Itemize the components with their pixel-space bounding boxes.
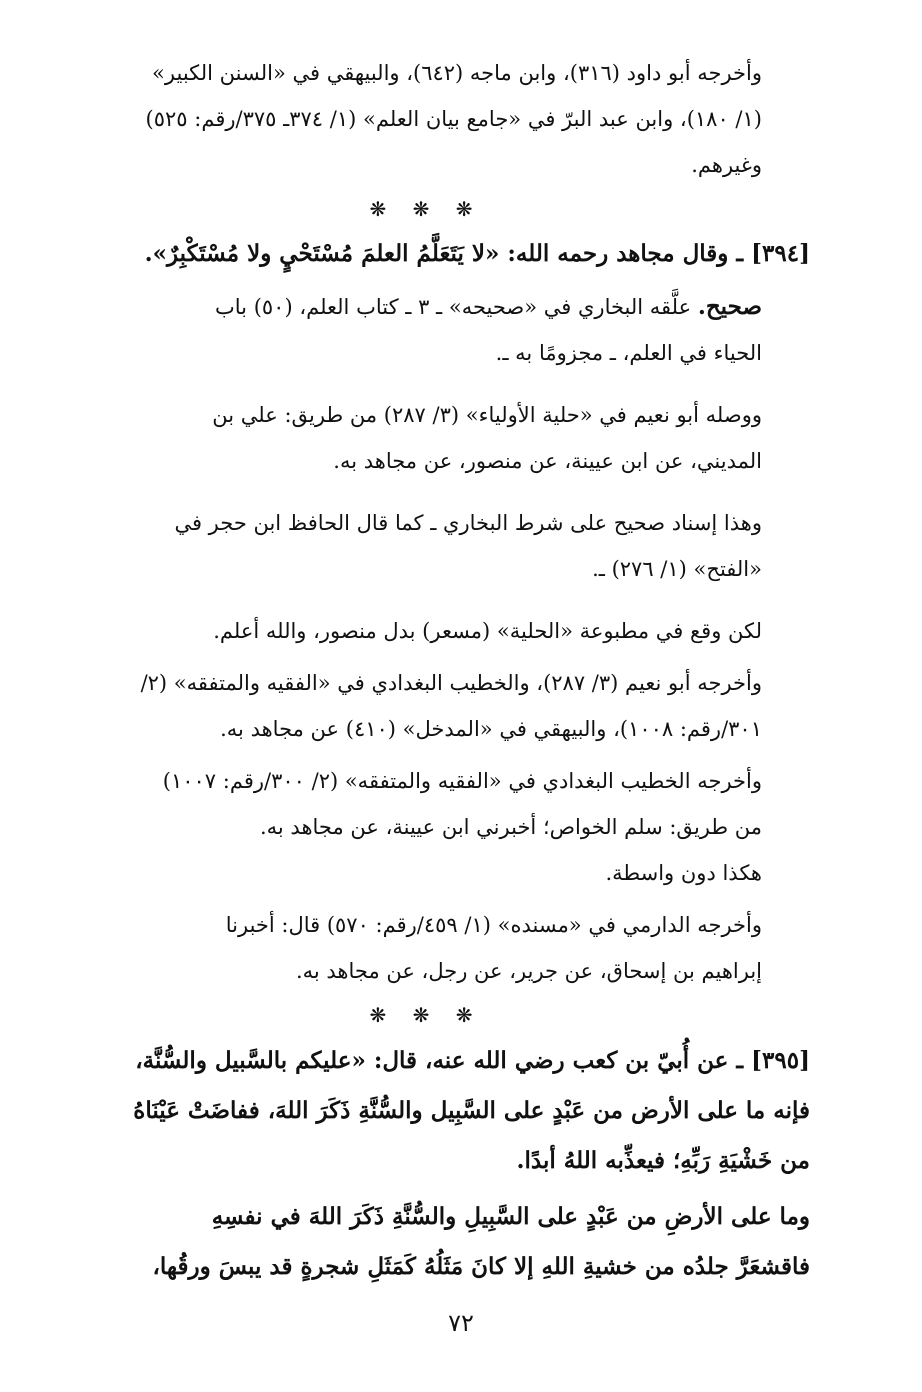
- text-line: وأخرجه أبو نعيم (٣/ ٢٨٧)، والخطيب البغدادي في «الفقيه والمتفقه» (٢/: [140, 671, 762, 695]
- text-line: وأخرجه الدارمي في «مسنده» (١/ ٤٥٩/رقم: ٥٧٠) قال: أخبرنا: [225, 913, 762, 937]
- text-line: هكذا دون واسطة.: [605, 861, 762, 885]
- grade-text: علَّقه البخاري في «صحيحه» ـ ٣ ـ كتاب العلم، (٥٠) باب: [215, 295, 692, 319]
- section-separator: ❋ ❋ ❋: [369, 197, 483, 221]
- grade-label: صحيح.: [697, 293, 762, 320]
- text-line: [42, 284, 810, 330]
- paragraph-remark: [42, 850, 810, 896]
- text-line: وهذا إسناد صحيح على شرط البخاري ـ كما قال الحافظ ابن حجر في: [174, 511, 762, 535]
- text-line: وأخرجه الخطيب البغدادي في «الفقيه والمتفقه» (٢/ ٣٠٠/رقم: ١٠٠٧): [162, 769, 762, 793]
- athar-395-heading: [42, 1036, 810, 1186]
- text-line: الحياء في العلم، ـ مجزومًا به ـ.: [495, 341, 762, 365]
- paragraph-takhrij-4: [42, 902, 810, 994]
- page-number: ٧٢: [448, 1309, 474, 1337]
- paragraph-grading: [42, 284, 810, 376]
- paragraph-isnad: [42, 500, 810, 592]
- page-body: [42, 50, 810, 1292]
- text-line: إبراهيم بن إسحاق، عن جرير، عن رجل، عن مجاهد به.: [295, 959, 762, 983]
- text-line: [٣٩٥] ـ عن أُبيّ بن كعب رضي الله عنه، قال: «عليكم بالسَّبيل والسُّنَّة،: [135, 1047, 810, 1074]
- paragraph-takhrij-3: [42, 758, 810, 850]
- paragraph-takhrij-1: [42, 50, 810, 188]
- paragraph-takhrij-2: [42, 660, 810, 752]
- text-line: ٣٠١/رقم: ١٠٠٨)، والبيهقي في «المدخل» (٤١٠) عن مجاهد به.: [220, 717, 762, 741]
- text-line: من خَشْيَةِ رَبِّهِ؛ فيعذِّبه اللهُ أبدًا.: [516, 1147, 810, 1174]
- text-line: وغيرهم.: [691, 153, 762, 177]
- text-line: فإنه ما على الأرض من عَبْدٍ على السَّبِيل والسُّنَّةِ ذَكَرَ اللهَ، ففاضَتْ عَيْنَاهُ: [133, 1097, 810, 1124]
- section-separator: ❋ ❋ ❋: [369, 1003, 483, 1027]
- text-line: فاقشعَرَّ جلدُه من خشيةِ اللهِ إلا كانَ مَثَلُهُ كَمَثَلِ شجرةٍ قد يبسَ ورقُها،: [152, 1253, 810, 1280]
- text-line: من طريق: سلم الخواص؛ أخبرني ابن عيينة، عن مجاهد به.: [259, 815, 762, 839]
- paragraph-wasl: [42, 392, 810, 484]
- text-line: لكن وقع في مطبوعة «الحلية» (مسعر) بدل منصور، والله أعلم.: [213, 619, 762, 643]
- text-line: ووصله أبو نعيم في «حلية الأولياء» (٣/ ٢٨٧) من طريق: علي بن: [212, 403, 762, 427]
- text-line: وأخرجه أبو داود (٣١٦)، وابن ماجه (٦٤٢)، والبيهقي في «السنن الكبير»: [152, 61, 762, 85]
- text-line: «الفتح» (١/ ٢٧٦) ـ.: [592, 557, 762, 581]
- athar-395-continuation: [42, 1192, 810, 1292]
- paragraph-note: [42, 608, 810, 654]
- text-line: وما على الأرضِ من عَبْدٍ على السَّبِيلِ والسُّنَّةِ ذَكَرَ اللهَ في نفسِهِ: [211, 1203, 810, 1230]
- text-line: المديني، عن ابن عيينة، عن منصور، عن مجاهد به.: [333, 449, 762, 473]
- athar-394-heading: [٣٩٤] ـ وقال مجاهد رحمه الله: «لا يَتَعَلَّمُ العلمَ مُسْتَحْيٍ ولا مُسْتَكْبِرٌ».: [144, 240, 810, 267]
- text-line: (١/ ١٨٠)، وابن عبد البرّ في «جامع بيان العلم» (١/ ٣٧٤ـ ٣٧٥/رقم: ٥٢٥): [145, 107, 762, 131]
